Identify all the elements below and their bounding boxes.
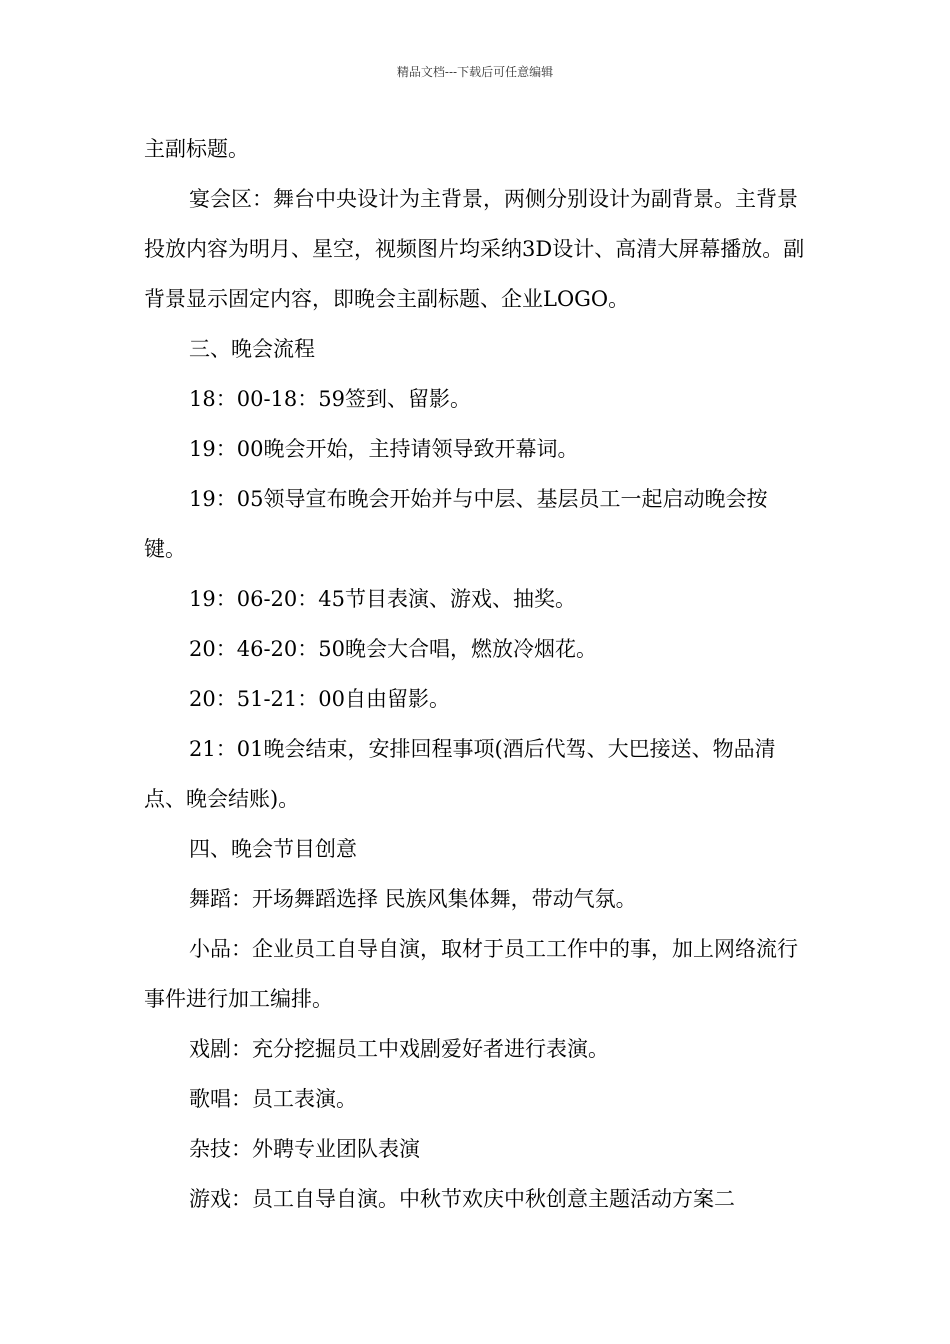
program-item: 舞蹈：开场舞蹈选择 民族风集体舞，带动气氛。 — [189, 887, 637, 911]
document-body — [144, 124, 808, 1224]
schedule-item: 20：51-21：00自由留影。 — [189, 687, 450, 711]
schedule-item: 21：01晚会结束，安排回程事项(酒后代驾、大巴接送、物品清点、晚会结账)。 — [144, 737, 776, 811]
paragraph: 宴会区：舞台中央设计为主背景，两侧分别设计为副背景。主背景投放内容为明月、星空，视频图片均采纳3D设计、高清大屏幕播放。副背景显示固定内容，即晚会主副标题、企业LOGO。 — [144, 187, 805, 311]
schedule-item: 18：00-18：59签到、留影。 — [189, 387, 471, 411]
schedule-item: 19：06-20：45节目表演、游戏、抽奖。 — [189, 587, 576, 611]
program-item: 戏剧：充分挖掘员工中戏剧爱好者进行表演。 — [189, 1037, 609, 1061]
schedule-item: 19：05领导宣布晚会开始并与中层、基层员工一起启动晚会按键。 — [144, 487, 768, 561]
program-item: 杂技：外聘专业团队表演 — [189, 1137, 420, 1161]
section-heading: 四、晚会节目创意 — [189, 837, 357, 861]
program-item: 游戏：员工自导自演。中秋节欢庆中秋创意主题活动方案二 — [189, 1187, 735, 1211]
program-item: 歌唱：员工表演。 — [189, 1087, 357, 1111]
program-item: 小品：企业员工自导自演，取材于员工工作中的事，加上网络流行事件进行加工编排。 — [144, 937, 798, 1011]
page-header: 精品文档---下载后可任意编辑 — [396, 65, 554, 79]
section-heading: 三、晚会流程 — [189, 337, 315, 361]
schedule-item: 20：46-20：50晚会大合唱，燃放冷烟花。 — [189, 637, 597, 661]
paragraph: 主副标题。 — [144, 137, 249, 161]
schedule-item: 19：00晚会开始，主持请领导致开幕词。 — [189, 437, 579, 461]
